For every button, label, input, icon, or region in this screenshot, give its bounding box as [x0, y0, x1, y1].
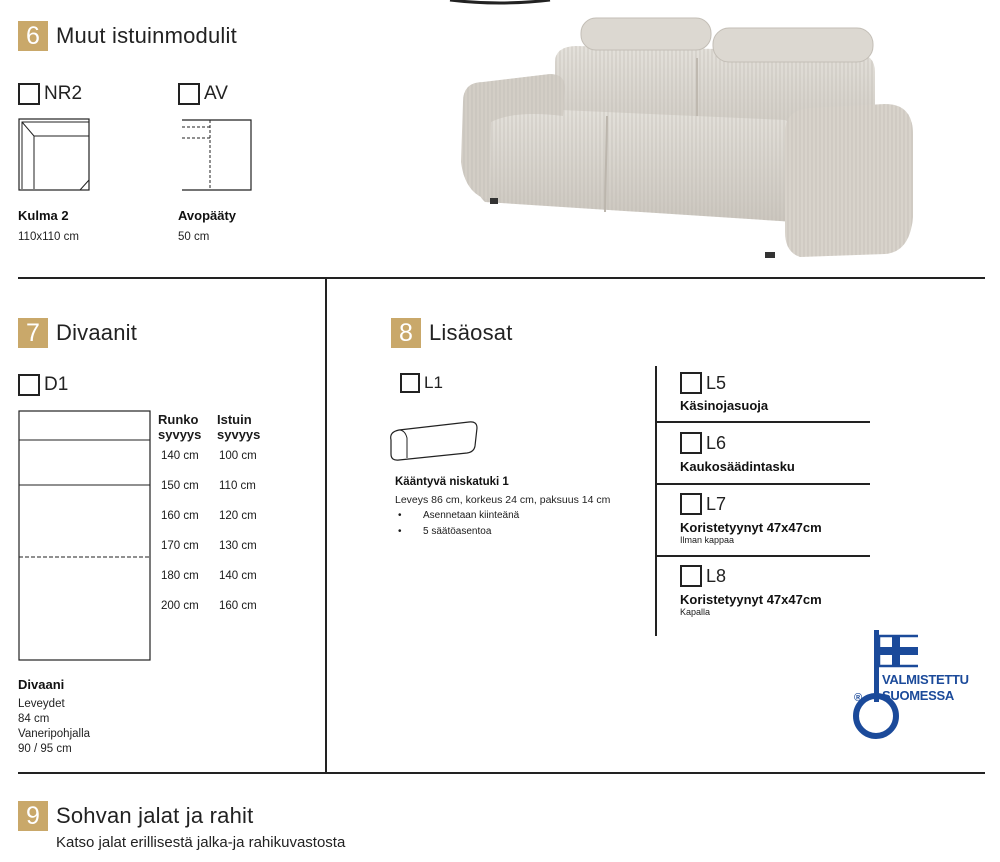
accessories-divider [655, 366, 657, 636]
option-nr2[interactable] [18, 83, 82, 105]
option-name: Avopääty [178, 208, 237, 223]
section-8-header [391, 318, 513, 348]
section-number: 8 [391, 318, 421, 348]
made-in-finland-badge [848, 628, 968, 740]
badge-line: SUOMESSA [882, 688, 955, 703]
detail-line: 84 cm [18, 713, 50, 725]
l8-checkbox[interactable] [680, 565, 702, 587]
option-code: L7 [706, 493, 727, 514]
row-divider [657, 483, 870, 485]
option-size: 110x110 cm [18, 231, 79, 243]
seat-depth-cell: 160 cm [219, 600, 257, 612]
section-9-header [18, 801, 253, 831]
badge-text [882, 672, 969, 704]
chaise-diagram [18, 410, 152, 662]
divider-top [18, 277, 985, 279]
nr2-checkbox[interactable] [18, 83, 40, 105]
section-number: 6 [18, 21, 48, 51]
l1-name: Kääntyvä niskatuki 1 [395, 476, 509, 488]
seat-depth-header: Istuin syvyys [217, 412, 261, 442]
section-title: Lisäosat [429, 320, 513, 345]
item-note: Kapalla [680, 607, 711, 617]
option-code: L5 [706, 372, 727, 393]
divider-vertical [325, 278, 327, 773]
section-7-header [18, 318, 137, 348]
option-d1[interactable] [18, 374, 68, 396]
item-name: Koristetyynyt 47x47cm [680, 520, 822, 535]
frame-depth-cell: 150 cm [161, 480, 199, 492]
frame-depth-cell: 170 cm [161, 540, 199, 552]
seat-depth-cell: 140 cm [219, 570, 257, 582]
top-decoration [440, 0, 560, 6]
section-9-text: Katso jalat erillisestä jalka-ja rahikuvastosta [56, 834, 346, 851]
row-divider [657, 555, 870, 557]
detail-line: 90 / 95 cm [18, 743, 72, 755]
list-item: • 5 säätöasentoa [396, 524, 519, 540]
option-l1[interactable] [400, 373, 443, 393]
l1-checkbox[interactable] [400, 373, 420, 393]
d1-checkbox[interactable] [18, 374, 40, 396]
seat-depth-cell: 110 cm [219, 480, 256, 492]
l5-checkbox[interactable] [680, 372, 702, 394]
l6-checkbox[interactable] [680, 432, 702, 454]
section-title: Sohvan jalat ja rahit [56, 803, 254, 828]
headrest-diagram [385, 418, 481, 464]
option-code: L6 [706, 432, 727, 453]
item-name: Koristetyynyt 47x47cm [680, 592, 822, 607]
frame-depth-cell: 140 cm [161, 450, 199, 462]
section-title: Divaanit [56, 320, 138, 345]
seat-depth-cell: 130 cm [219, 540, 257, 552]
row-divider [657, 421, 870, 423]
frame-depth-cell: 160 cm [161, 510, 199, 522]
option-l8[interactable] [680, 565, 726, 587]
open-end-diagram [178, 118, 254, 192]
option-l7[interactable] [680, 493, 726, 515]
divan-name: Divaani [18, 677, 65, 692]
item-note: Ilman kappaa [680, 535, 735, 545]
option-l5[interactable] [680, 372, 726, 394]
option-l6[interactable] [680, 432, 726, 454]
av-checkbox[interactable] [178, 83, 200, 105]
option-code: L8 [706, 565, 727, 586]
seat-depth-cell: 120 cm [219, 510, 257, 522]
badge-line: VALMISTETTU [882, 672, 969, 687]
option-code: AV [204, 83, 228, 104]
frame-depth-cell: 200 cm [161, 600, 199, 612]
section-number: 9 [18, 801, 48, 831]
item-name: Käsinojasuoja [680, 398, 769, 413]
option-code: L1 [424, 373, 443, 392]
l1-feature-list [396, 508, 519, 540]
frame-depth-cell: 180 cm [161, 570, 199, 582]
option-code: D1 [44, 374, 69, 395]
option-name: Kulma 2 [18, 208, 69, 223]
option-code: NR2 [44, 83, 83, 104]
section-6-header [18, 21, 237, 51]
list-item: • Asennetaan kiinteänä [396, 508, 519, 524]
sofa-photo [455, 12, 925, 264]
l1-dims: Leveys 86 cm, korkeus 24 cm, paksuus 14 cm [395, 494, 611, 506]
option-av[interactable] [178, 83, 228, 105]
l7-checkbox[interactable] [680, 493, 702, 515]
divider-bottom [18, 772, 985, 774]
detail-line: Leveydet [18, 698, 65, 710]
section-number: 7 [18, 318, 48, 348]
option-size: 50 cm [178, 231, 210, 243]
item-name: Kaukosäädintasku [680, 459, 795, 474]
divan-details [18, 697, 90, 757]
registered-mark: ® [854, 692, 863, 704]
corner-module-diagram [18, 118, 92, 192]
section-title: Muut istuinmodulit [56, 23, 237, 48]
detail-line: Vaneripohjalla [18, 728, 91, 740]
seat-depth-cell: 100 cm [219, 450, 257, 462]
frame-depth-header: Runko syvyys [158, 412, 202, 442]
